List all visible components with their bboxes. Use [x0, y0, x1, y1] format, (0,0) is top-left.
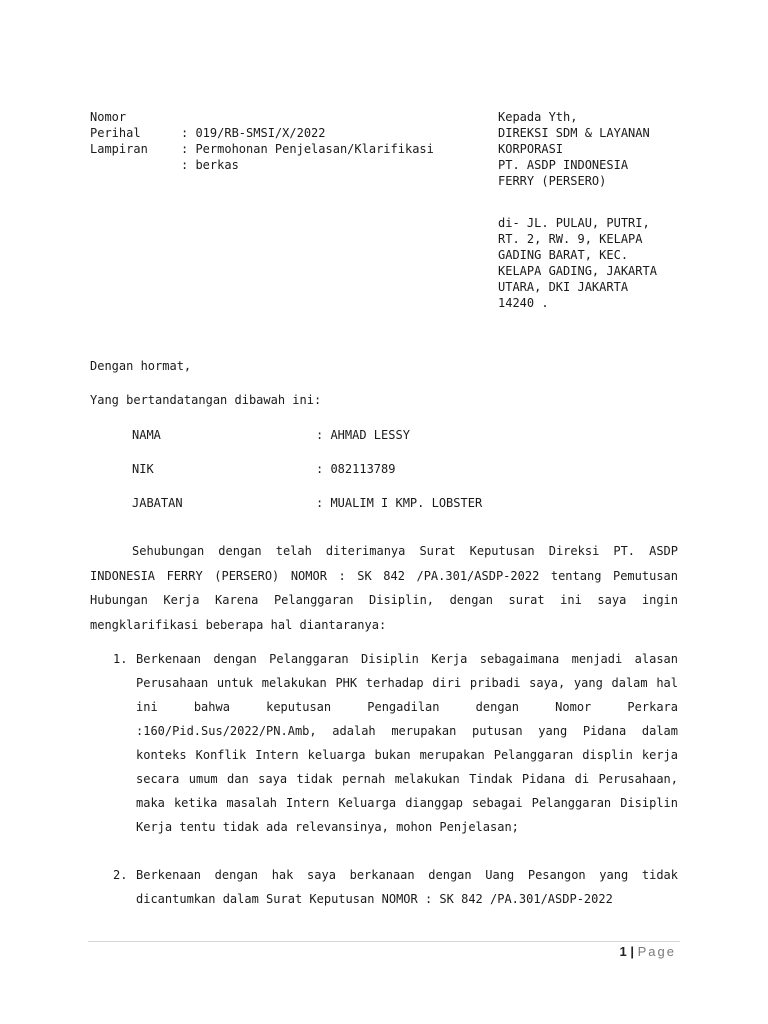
recipient-greeting: Kepada Yth,	[498, 110, 578, 124]
salutation: Dengan hormat,	[90, 359, 192, 373]
identity-label: NIK	[132, 462, 154, 476]
header-row-lampiran	[90, 125, 239, 172]
intro-line: Yang bertandatangan dibawah ini:	[90, 393, 322, 407]
page-number: 1	[619, 944, 627, 959]
list-item-text: Berkenaan dengan hak saya berkanaan dengan Uang Pesangon yang tidak dicantumkan dalam Surat Keputusan NOMOR : SK 842 /PA.301/ASDP-2022	[136, 868, 678, 906]
identity-value: : AHMAD LESSY	[316, 428, 410, 442]
footer-divider	[88, 941, 680, 942]
page-footer	[620, 943, 677, 961]
page-separator: |	[630, 944, 634, 959]
header-value: : berkas	[181, 158, 239, 172]
identity-value: : 082113789	[316, 462, 396, 476]
body-paragraph: Sehubungan dengan telah diterimanya Surat Keputusan Direksi PT. ASDP INDONESIA FERRY (PERSERO) NOMOR : SK 842 /PA.301/ASDP-2022 tentang Pemutusan Hubungan Kerja Karena Pelanggaran Disiplin, dengan surat ini saya ingin mengklarifikasi beberapa hal diantaranya:	[90, 544, 678, 632]
recipient-name: DIREKSI SDM & LAYANAN KORPORASI PT. ASDP INDONESIA FERRY (PERSERO)	[498, 126, 650, 188]
header-value: : Permohonan Penjelasan/Klarifikasi	[181, 142, 434, 156]
header-label: Lampiran	[90, 142, 148, 156]
identity-label: NAMA	[132, 428, 161, 442]
header-label: Perihal	[90, 126, 141, 140]
header-label: Nomor	[90, 110, 127, 124]
header-value: : 019/RB-SMSI/X/2022	[181, 126, 326, 140]
list-item-text: Berkenaan dengan Pelanggaran Disiplin Kerja sebagaimana menjadi alasan Perusahaan untuk melakukan PHK terhadap diri pribadi saya, yang dalam hal ini bahwa keputusan Pengadilan dengan Nomor Perkara :160/Pid.Sus/2022/PN.Amb, adalah merupakan putusan yang Pidana dalam konteks Konflik Intern keluarga bukan merupakan Pelanggaran displin kerja secara umum dan saya tidak pernah melakukan Tindak Pidana di Perusahaan, maka ketika masalah Intern Keluarga dianggap sebagai Pelanggaran Disiplin Kerja tentu tidak ada relevansinya, mohon Penjelasan;	[136, 652, 678, 834]
list-item-number: 1.	[113, 652, 128, 666]
recipient-address: di- JL. PULAU, PUTRI, RT. 2, RW. 9, KELAPA GADING BARAT, KEC. KELAPA GADING, JAKARTA UTARA, DKI JAKARTA 14240 .	[498, 216, 657, 310]
page-label: Page	[637, 944, 676, 959]
list-item-number: 2.	[113, 868, 128, 882]
identity-value: : MUALIM I KMP. LOBSTER	[316, 496, 483, 510]
identity-label: JABATAN	[132, 496, 183, 510]
